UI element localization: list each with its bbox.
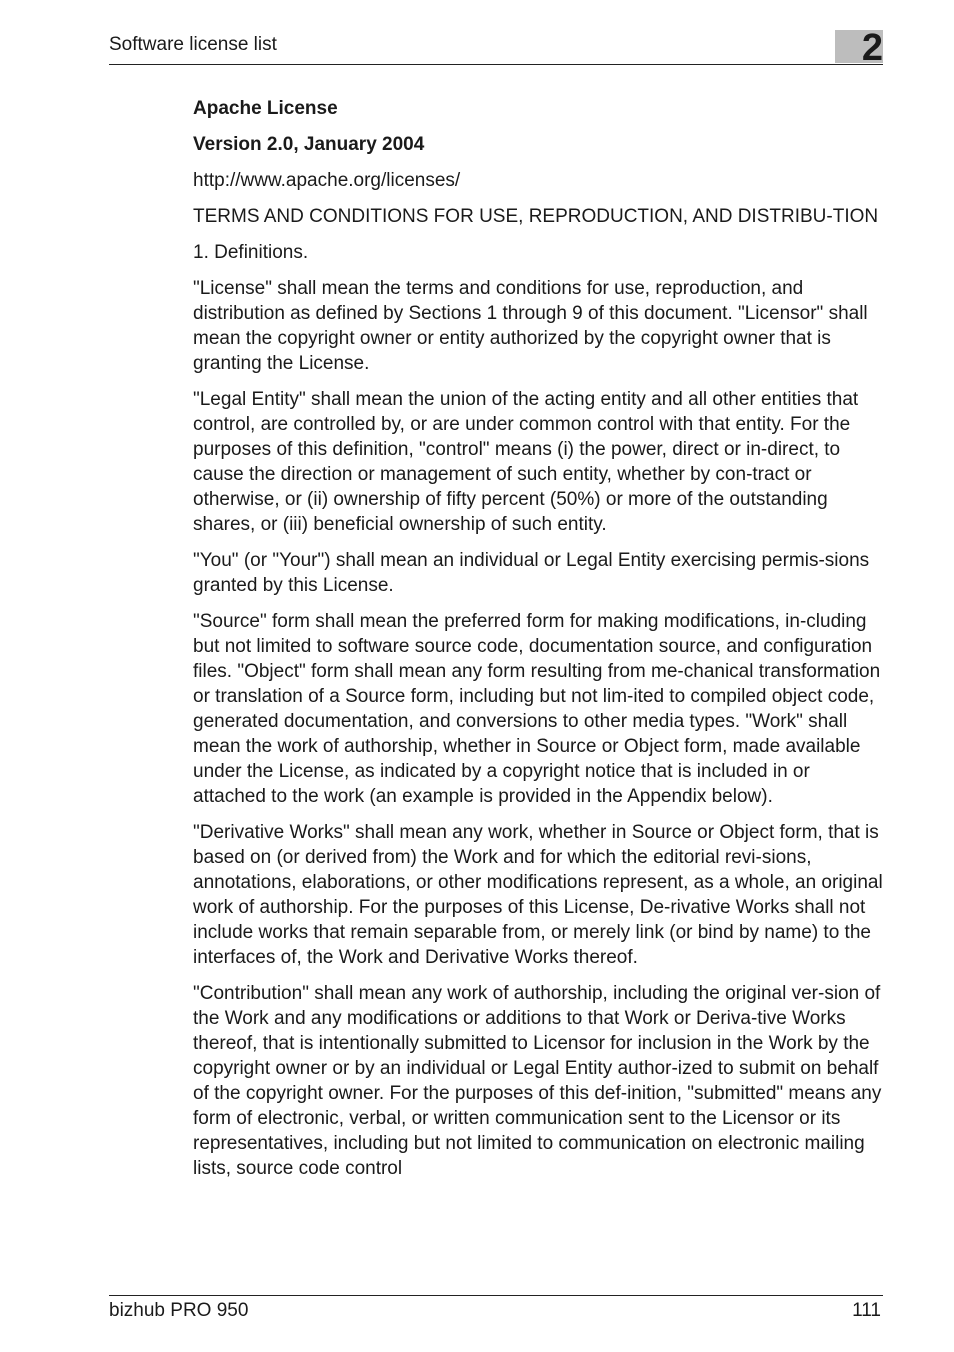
chapter-number: 2 <box>861 27 883 69</box>
definition-contribution: "Contribution" shall mean any work of authorship, including the original ver-sion of the Work and any modifications or additions to that Work or Deriva-tive Works thereof, that is intentionally submitted to Licensor for inclusion in the Work by the copyright owner or by an individual or Legal Entity author-ized to submit on behalf of the copyright owner. For the purposes of this def-inition, "submitted" means any form of electronic, verbal, or written communication sent to the Licensor or its representatives, including but not limited to communication on electronic mailing lists, source code control <box>193 983 882 1179</box>
terms-heading: TERMS AND CONDITIONS FOR USE, REPRODUCTION, AND DISTRIBU-TION <box>193 206 879 227</box>
definition-you: "You" (or "Your") shall mean an individual or Legal Entity exercising permis-sions granted by this License. <box>193 550 870 596</box>
definition-derivative-works: "Derivative Works" shall mean any work, whether in Source or Object form, that is based on (or derived from) the Work and for which the editorial revi-sions, annotations, elaborations, or other modifications represent, as a whole, an original work of authorship. For the purposes of this License, De-rivative Works shall not include works that remain separable from, or merely link (or bind by name) to the interfaces of, the Work and Derivative Works thereof. <box>193 822 883 968</box>
license-url: http://www.apache.org/licenses/ <box>193 170 461 191</box>
footer-product: bizhub PRO 950 <box>109 1300 249 1321</box>
license-title: Apache License <box>193 98 338 119</box>
footer-page-number: 111 <box>852 1300 881 1321</box>
definition-license: "License" shall mean the terms and conditions for use, reproduction, and distribution as defined by Sections 1 through 9 of this document. "Licensor" shall mean the copyright owner or entity authorized by the copyright owner that is granting the License. <box>193 278 868 374</box>
definitions-heading: 1. Definitions. <box>193 242 309 263</box>
license-body <box>193 96 885 1192</box>
header-title: Software license list <box>109 34 277 55</box>
definition-legal-entity: "Legal Entity" shall mean the union of the acting entity and all other entities that control, are controlled by, or are under common control with that entity. For the purposes of this definition, "control" means (i) the power, direct or in-direct, to cause the direction or management of such entity, whether by con-tract or otherwise, or (ii) ownership of fifty percent (50%) or more of the outstanding shares, or (iii) beneficial ownership of such entity. <box>193 389 859 535</box>
license-version: Version 2.0, January 2004 <box>193 134 425 155</box>
page-footer <box>109 1295 883 1321</box>
page-header <box>109 26 883 69</box>
definition-source: "Source" form shall mean the preferred form for making modifications, in-cluding but not limited to software source code, documentation source, and configuration files. "Object" form shall mean any form resulting from me-chanical transformation or translation of a Source form, including but not lim-ited to compiled object code, generated documentation, and conversions to other media types. "Work" shall mean the work of authorship, whether in Source or Object form, made available under the License, as indicated by a copyright notice that is included in or attached to the work (an example is provided in the Appendix below). <box>193 611 881 807</box>
